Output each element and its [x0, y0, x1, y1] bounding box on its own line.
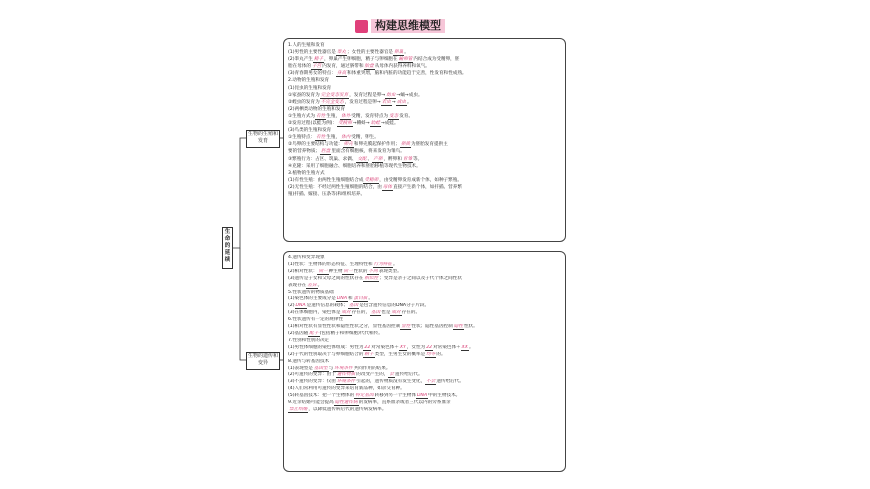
fill-answer: 隐性 — [453, 324, 463, 330]
note-line — [288, 56, 561, 63]
note-text: 和卵壳膜起保护作用； — [353, 142, 400, 148]
note-text: (包括精子和卵细胞)代代相传。 — [319, 330, 383, 336]
note-line — [288, 77, 561, 84]
fill-answer: 精子 — [313, 57, 324, 63]
note-text: 。 — [393, 261, 398, 267]
note-text: → — [391, 99, 396, 105]
note-text: 殖(扦插、嫁接、压条等)和组织培养。 — [288, 191, 366, 197]
note-text: 引起的，遗传物质没有发生变化， — [356, 379, 426, 385]
fill-answer: DNA — [416, 393, 428, 399]
note-text: (2)可遗传的变异：由于 — [288, 372, 336, 378]
note-text: 里面含有细胞核，将来发育为雏鸟。 — [331, 149, 405, 155]
note-text: 内发育，通过脐带和 — [322, 64, 364, 70]
fill-answer: 育雏 — [402, 156, 413, 162]
note-text: ④克隆：采用了细胞融合、细胞培养和胚胎移植等现代生物技术。 — [288, 163, 421, 169]
note-text: (2) — [288, 303, 295, 309]
fill-answer: 同一 — [318, 268, 328, 274]
note-text: 受精，卵生。 — [351, 135, 379, 141]
branch-node-reproduction: 生物的生殖和发育 — [246, 130, 280, 148]
fill-answer: 行为特征 — [373, 261, 392, 267]
fill-answer: 成虫 — [396, 99, 406, 105]
note-text: (2)睾丸产生 — [288, 57, 313, 63]
note-text: 的发病率，直系血亲或者三代以内的旁系血亲 — [358, 400, 451, 406]
note-text: 存在的， — [351, 310, 371, 316]
reproduction-notes-box — [283, 38, 566, 242]
note-line — [288, 63, 561, 70]
fill-answer: 成对 — [341, 310, 351, 316]
note-text: (3)在体细胞内，染色体是 — [288, 310, 341, 316]
note-text: 。 — [368, 296, 373, 302]
note-text: ③繁殖行为：占区、筑巢、求偶、 — [288, 156, 357, 162]
note-text: ②发育过程(以蛙为例)： — [288, 121, 338, 127]
note-text: (3)鸟类的生殖和发育 — [288, 128, 332, 134]
note-text: 共同作用的结果。 — [353, 365, 391, 371]
fill-answer: 输卵管 — [398, 57, 413, 63]
note-text: (3)遗传是子女和父母之间的性状存在 — [288, 275, 364, 281]
fill-answer: 不同 — [368, 268, 378, 274]
note-line — [288, 106, 561, 113]
note-line — [288, 372, 561, 379]
note-text: 对常染色体＋ — [433, 344, 461, 350]
note-text: 和体重突增，脑和内脏的功能趋于完善，性发育和性成熟。 — [347, 71, 467, 77]
fill-answer: 体外 — [341, 113, 351, 119]
note-text: 表现存在 — [288, 282, 307, 288]
note-text: (2)无性生殖：不经过两性生殖细胞的结合，由 — [288, 184, 382, 190]
note-text: (2)子代的性别取决于与卵细胞结合的 — [288, 351, 364, 357]
note-text: (1)男性的主要性器官是 — [288, 50, 336, 56]
fill-answer: 精子 — [364, 351, 374, 357]
note-text: 生殖， — [326, 135, 341, 141]
note-text: ②鸟卵的主要结构与功能： — [288, 142, 343, 148]
note-line — [288, 191, 561, 198]
fill-answer: 环境条件 — [334, 365, 353, 371]
fill-answer: 卵巢 — [394, 50, 404, 56]
note-text: (2)基因随 — [288, 330, 309, 336]
note-text: (3)不遗传的变异：仅由 — [288, 379, 336, 385]
note-text: (1)昆虫的生殖和发育 — [288, 85, 332, 91]
note-line — [288, 127, 561, 134]
fill-answer: 胚盘 — [321, 149, 331, 155]
fill-answer: 环境条件 — [336, 379, 356, 385]
note-line — [288, 283, 561, 290]
note-text: 9.近亲结婚可能会提高 — [288, 400, 334, 406]
note-line — [288, 156, 561, 163]
note-line — [288, 269, 561, 276]
note-text: 发育。 — [399, 113, 414, 119]
note-text: ，孵卵和 — [383, 156, 402, 162]
note-line — [288, 345, 561, 352]
note-text: (1)性状：生物体的形态特征、生理特性和 — [288, 261, 373, 267]
fill-answer: 不会 — [426, 379, 436, 385]
note-line — [288, 85, 561, 92]
note-line — [288, 42, 561, 49]
note-text: (2)两栖类动物的生殖和发育 — [288, 106, 346, 112]
connector-root-branch1 — [233, 138, 246, 248]
fill-answer: 子宫 — [311, 64, 322, 70]
note-text: (1)表现型是 — [288, 365, 313, 371]
note-line — [288, 290, 561, 297]
note-text: 的改变产生的， — [356, 372, 389, 378]
fill-answer: 均等 — [426, 351, 436, 357]
note-line — [288, 296, 561, 303]
fill-answer: 蛋白质 — [353, 296, 368, 302]
note-text: →蛹→成虫。 — [396, 92, 423, 98]
note-text: ，女性为 — [406, 344, 426, 350]
note-line — [288, 163, 561, 170]
note-text: 5.性状遗传的物质基础 — [288, 289, 334, 295]
fill-answer: XY — [399, 344, 406, 350]
note-text: 。 — [317, 282, 323, 288]
note-text: 直接产生新个体，如扦插、营养繁 — [393, 184, 462, 190]
fill-answer: XX — [461, 344, 468, 350]
note-line — [288, 338, 561, 345]
fill-answer: 22 — [426, 344, 433, 350]
note-text: 性状；隐性基因控制 — [411, 324, 453, 330]
note-text: ；女性的主要性器官是 — [347, 50, 394, 56]
fill-answer: 基因型 — [313, 365, 328, 371]
fill-answer: 基因 — [371, 310, 381, 316]
note-line — [288, 400, 561, 407]
fill-answer: 产卵 — [373, 156, 383, 162]
fill-answer: 会 — [389, 372, 395, 378]
note-line — [288, 331, 561, 338]
fill-answer: 不完全变态 — [320, 99, 344, 105]
note-text: 对常染色体＋ — [371, 344, 399, 350]
note-text: →成蛙。 — [380, 121, 399, 127]
note-text: 是包含遗传信息的DNA分子片段。 — [359, 303, 430, 309]
note-line — [288, 148, 561, 155]
note-line — [288, 70, 561, 77]
note-line — [288, 324, 561, 331]
note-text: 也是 — [381, 310, 391, 316]
fill-answer: 卵黄 — [400, 142, 411, 148]
note-text: 转移到另一个生物体 — [374, 393, 416, 399]
fill-answer: 幼蛙 — [370, 121, 380, 127]
note-line — [288, 113, 561, 120]
note-text: (5)转基因技术：把一个生物体的 — [288, 393, 355, 399]
fill-answer: 受精卵 — [338, 121, 352, 127]
note-line — [288, 379, 561, 386]
note-text: (1)染色体的主要成分是 — [288, 296, 336, 302]
fill-answer: 有性 — [316, 135, 326, 141]
note-text: 遗传给后代。 — [395, 372, 423, 378]
note-text: 3.植物的生殖方式 — [288, 170, 325, 176]
fill-answer: 特定基因 — [355, 393, 374, 399]
note-line — [288, 134, 561, 141]
note-text: ，由受精卵发育成新个体，如种子繁殖。 — [379, 177, 462, 183]
note-text: 胎在母体的 — [288, 64, 311, 70]
note-text: 表现类型。 — [378, 268, 402, 274]
fill-answer: 母体 — [382, 184, 392, 190]
note-text: (4)人们常利用可遗传的变异来培育新品种，如杂交育种。 — [288, 386, 405, 392]
fill-answer: 基因 — [349, 303, 359, 309]
fill-answer: 身高 — [336, 71, 347, 77]
note-line — [288, 141, 561, 148]
branch-node-heredity: 生物的遗传和变异 — [246, 352, 280, 370]
fill-answer: 睾丸 — [336, 50, 347, 56]
fill-answer: 胎盘 — [364, 64, 374, 70]
note-text: ，以降低遗传病后代的遗传病发病率。 — [308, 406, 387, 412]
note-text: 性状的 — [353, 268, 368, 274]
fill-answer: 隐性遗传病 — [334, 400, 358, 406]
fill-answer: 受精卵 — [364, 177, 379, 183]
note-text: (1)相对性状有显性性状和隐性性状之分，显性基因控制 — [288, 324, 401, 330]
fill-answer: DNA — [295, 303, 306, 309]
note-line — [288, 99, 561, 106]
note-text: ，发育过程是卵→ — [349, 92, 386, 98]
fill-answer: 遗传物质 — [336, 372, 356, 378]
note-text: 性状。 — [463, 324, 478, 330]
note-line — [288, 366, 561, 373]
note-line — [288, 393, 561, 400]
note-text: 7.性别和性别的决定 — [288, 337, 330, 343]
reproduction-notes — [288, 42, 561, 198]
note-text: 。 — [406, 99, 412, 105]
note-line — [288, 255, 561, 262]
note-line — [288, 92, 561, 99]
note-text: 的。 — [436, 351, 446, 357]
fill-answer: 禁止结婚 — [289, 406, 308, 412]
note-text: ，卵巢产生卵细胞，精子与卵细胞在 — [324, 57, 398, 63]
note-text: 受精，发育特点为 — [351, 113, 389, 119]
fill-answer: 幼虫 — [386, 92, 396, 98]
note-text: →蝌蚪→ — [352, 121, 370, 127]
note-text: (1)有性生殖：由两性生殖细胞结合成 — [288, 177, 364, 183]
heredity-notes-box — [283, 251, 566, 472]
fill-answer: 同一 — [343, 268, 353, 274]
section-title-text: 构建思维模型 — [371, 19, 445, 33]
fill-answer: 若虫 — [381, 99, 391, 105]
note-line — [288, 49, 561, 56]
note-line — [288, 310, 561, 317]
note-text: 、 — [367, 156, 373, 162]
fill-answer: 显性 — [401, 324, 411, 330]
note-text: ①生殖方式为 — [288, 113, 316, 119]
note-text: 4.遗传和变异现象 — [288, 255, 325, 260]
note-line — [288, 120, 561, 127]
note-text: 遗传给后代。 — [436, 379, 464, 385]
note-line — [288, 170, 561, 177]
fill-answer: 相似性 — [364, 275, 379, 281]
note-text: 8.遗传与转基因技术 — [288, 358, 330, 364]
note-text: 是遗传信息的载体； — [306, 303, 348, 309]
note-text: ，发育过程是卵→ — [344, 99, 381, 105]
note-text: 类型，生男生女的概率是 — [374, 351, 426, 357]
note-text: 2.动物的生殖和发育 — [288, 78, 330, 84]
fill-answer: 差异 — [307, 282, 317, 288]
note-text: (2)相对性状： — [288, 268, 318, 274]
heredity-notes — [288, 255, 561, 414]
note-text: ①家蚕的发育为 — [288, 92, 320, 98]
connector-root-branch2 — [240, 248, 246, 360]
note-text: ；变异是亲子之间以及子代个体之间性状 — [379, 275, 462, 281]
note-text: 要的营养物质； — [288, 149, 321, 155]
note-line — [288, 184, 561, 191]
fill-answer: 22 — [364, 344, 371, 350]
fill-answer: 完全变态发育 — [320, 92, 349, 98]
note-text: ①生殖特点： — [288, 135, 316, 141]
fill-answer: 交配 — [357, 156, 367, 162]
note-line — [288, 386, 561, 393]
note-text: 6.性状遗传有一定的规律性 — [288, 317, 343, 323]
note-line — [288, 359, 561, 366]
note-text: (3)青春期男女的特点： — [288, 71, 336, 77]
fill-answer: 体内 — [341, 135, 351, 141]
fill-answer: 卵壳 — [343, 142, 353, 148]
note-text: 种生物 — [328, 268, 343, 274]
note-line — [288, 177, 561, 184]
root-node: 生命的延续 — [222, 227, 233, 269]
note-text: 和 — [347, 296, 353, 302]
note-text: ②蝗虫的发育为 — [288, 99, 320, 105]
note-text: 生殖， — [326, 113, 341, 119]
fill-answer: 配子 — [309, 330, 319, 336]
note-line — [288, 317, 561, 324]
fill-answer: 有性 — [316, 113, 326, 119]
fill-answer: 成对 — [391, 310, 401, 316]
note-text: 1.人的生殖和发育 — [288, 43, 325, 48]
note-line — [288, 407, 561, 414]
fill-answer: DNA — [336, 296, 347, 302]
fill-answer: 变态 — [389, 113, 399, 119]
note-text: 。 — [468, 344, 474, 350]
note-text: 存在的。 — [401, 310, 421, 316]
note-text: 从母体内获得养料和氧气。 — [374, 64, 430, 70]
note-text: 中的生物技术。 — [428, 393, 461, 399]
note-line — [288, 262, 561, 269]
note-line — [288, 303, 561, 310]
note-text: (1)男性体细胞的染色体组成：男性为 — [288, 344, 364, 350]
note-text: 为胚胎发育提供主 — [411, 142, 448, 148]
note-text: 。 — [404, 50, 409, 56]
note-line — [288, 352, 561, 359]
note-text: 内结合成为受精卵，胚 — [413, 57, 460, 63]
note-text: 与 — [328, 365, 334, 371]
note-text: 等。 — [413, 156, 423, 162]
note-line — [288, 276, 561, 283]
